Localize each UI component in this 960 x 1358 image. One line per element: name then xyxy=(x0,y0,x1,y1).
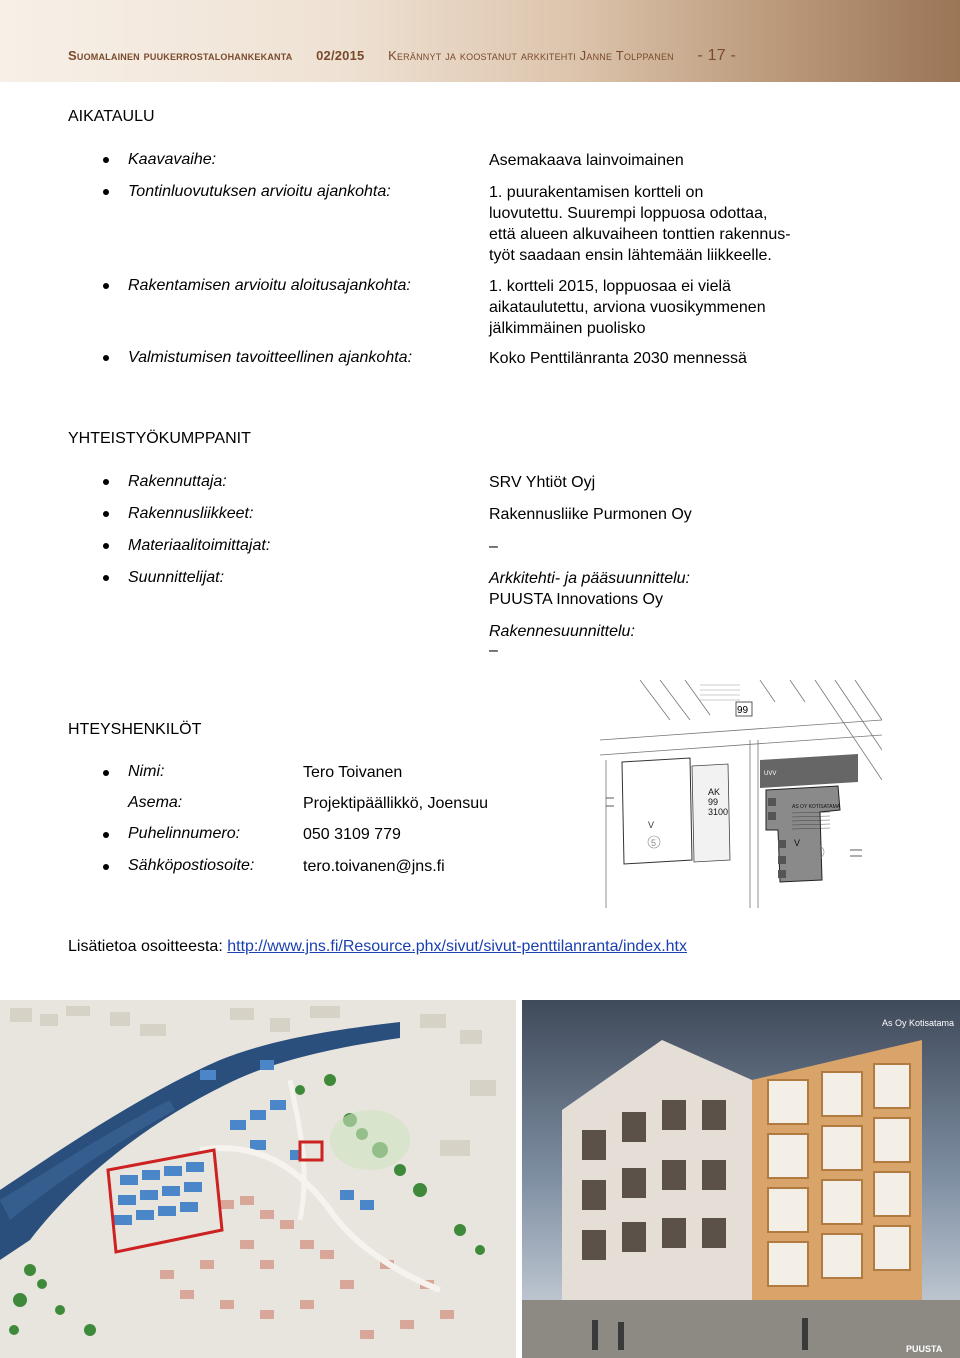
bullet xyxy=(103,864,109,870)
partner-label: Materiaalitoimittajat: xyxy=(128,537,271,554)
page-header xyxy=(0,0,960,82)
svg-text:3100: 3100 xyxy=(708,807,729,817)
svg-text:99: 99 xyxy=(708,797,719,807)
schedule-value: Asemakaava lainvoimainen xyxy=(489,152,684,169)
partner-value: – xyxy=(489,538,498,555)
svg-text:5: 5 xyxy=(651,838,657,848)
site-plan-drawing xyxy=(600,680,882,908)
svg-text:V: V xyxy=(648,820,655,830)
contact-value: tero.toivanen@jns.fi xyxy=(303,858,445,875)
schedule-value: Koko Penttilänranta 2030 mennessä xyxy=(489,350,747,367)
bullet xyxy=(103,575,109,581)
contact-label: Sähköpostiosoite: xyxy=(128,857,255,874)
bullet xyxy=(103,543,109,549)
designer-role: Arkkitehti- ja pääsuunnittelu: xyxy=(489,570,690,587)
designer-role: Rakennesuunnittelu: xyxy=(489,623,635,640)
partner-label: Rakennusliikkeet: xyxy=(128,505,254,522)
more-info-link[interactable]: http://www.jns.fi/Resource.phx/sivut/sivut-penttilanranta/index.htx xyxy=(227,938,687,955)
rendering-caption: As Oy Kotisatama xyxy=(882,1018,955,1028)
svg-text:AS OY KOTISATAMA: AS OY KOTISATAMA xyxy=(792,804,841,810)
partner-label: Suunnittelijat: xyxy=(128,569,225,586)
partner-label: Rakennuttaja: xyxy=(128,473,227,490)
schedule-title: AIKATAULU xyxy=(68,108,155,125)
more-info-prefix: Lisätietoa osoitteesta: xyxy=(68,938,223,955)
schedule-value: 1. kortteli 2015, loppuosaa ei vielä aikataulutettu, arviona vuosikymmenen jälkimmäinen puolisko xyxy=(489,278,766,337)
bullet xyxy=(103,189,109,195)
partner-value: Rakennusliike Purmonen Oy xyxy=(489,506,692,523)
issue-number: 02/2015 xyxy=(316,48,365,63)
schedule-label: Valmistumisen tavoitteellinen ajankohta: xyxy=(128,349,413,366)
schedule-label: Rakentamisen arvioitu aloitusajankohta: xyxy=(128,277,411,294)
schedule-label: Kaavavaihe: xyxy=(128,151,217,168)
svg-text:V: V xyxy=(794,838,801,848)
bullet xyxy=(103,511,109,517)
contact-label: Nimi: xyxy=(128,763,165,780)
contact-value: Tero Toivanen xyxy=(303,764,403,781)
contact-label: Asema: xyxy=(128,794,183,811)
contact-value: Projektipäällikkö, Joensuu xyxy=(303,795,488,812)
designer-company: PUUSTA Innovations Oy xyxy=(489,591,663,608)
bullet xyxy=(103,355,109,361)
puusta-logo: PUUSTA xyxy=(906,1344,943,1354)
bullet xyxy=(103,283,109,289)
contacts-title: HTEYSHENKILÖT xyxy=(68,721,202,738)
partners-title: YHTEISTYÖKUMPPANIT xyxy=(68,430,251,447)
plan-label: 99 xyxy=(737,705,749,716)
svg-text:4: 4 xyxy=(815,848,821,858)
partner-value: SRV Yhtiöt Oyj xyxy=(489,474,596,491)
svg-text:AK: AK xyxy=(708,787,721,797)
header-line xyxy=(68,47,898,65)
building-rendering xyxy=(522,1000,960,1358)
contact-value: 050 3109 779 xyxy=(303,826,401,843)
schedule-label: Tontinluovutuksen arvioitu ajankohta: xyxy=(128,183,391,200)
bullet xyxy=(103,479,109,485)
svg-text:UVV: UVV xyxy=(764,771,777,777)
designer-company: – xyxy=(489,642,498,659)
schedule-value: 1. puurakentamisen kortteli on luovutettu. Suurempi loppuosa odottaa, että alueen alkuvaiheen tonttien rakennus- työt saadaan ensin lähtemään liikkeelle. xyxy=(489,184,791,264)
publication-name: Suomalainen puukerrostalohankekanta xyxy=(68,48,293,63)
bullet xyxy=(103,832,109,838)
bullet xyxy=(103,157,109,163)
area-map xyxy=(0,1000,516,1358)
page-number: - 17 - xyxy=(697,47,737,64)
compiled-by: Kerännyt ja koostanut arkkitehti Janne Tolppanen xyxy=(388,48,674,63)
more-info-line xyxy=(68,936,687,957)
contact-label: Puhelinnumero: xyxy=(128,825,241,842)
bullet xyxy=(103,770,109,776)
